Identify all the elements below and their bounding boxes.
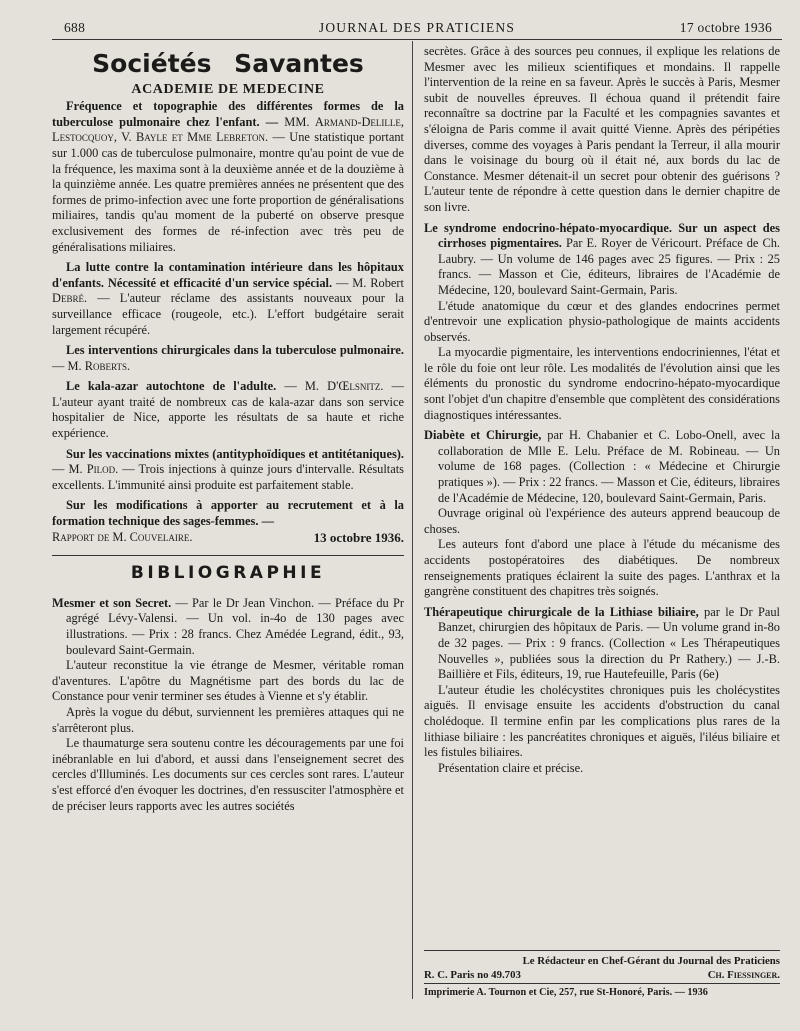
footer-top-rule	[424, 950, 780, 951]
article-author: Debré.	[52, 291, 88, 306]
article-body: — Trois injections à quinze jours d'intervalle. Résultats excellents. L'immunité ainsi produite est parfaitement stable.	[52, 462, 404, 492]
book-syndrome	[424, 221, 780, 299]
issue-date: 17 octobre 1936	[679, 20, 772, 35]
article-contamination	[52, 260, 404, 338]
book-title: Thérapeutique chirurgicale de la Lithiase biliaire,	[424, 604, 699, 619]
article-author-prefix: — M.	[284, 379, 320, 394]
article-author-prefix: — M. Robert	[335, 275, 404, 290]
running-header	[52, 18, 782, 38]
journal-title: JOURNAL DES PRATICIENS	[318, 20, 516, 35]
mesmer-continuation: secrètes. Grâce à des sources peu connues, il explique les relations de Mesmer avec les milieux scientifiques et mondains. Il rappelle l'intervention de la reine en sa faveur. Après le succès à Paris, Mesmer subit de nouvelles épreuves. Il échoua quand il prétendit faire reconnaître sa doctrine par la Faculté et les compagnies savantes et s'éloigna de Paris comme il avait quitté Vienne. Après des péripéties diverses, comme des voyages à Paris pendant la Terreur, il alla mourir dans le voisinage du bourg où il était né, aux bords du lac de Constance. Mesmer détenait-il un secret pour obtenir des guérisons ? L'auteur tente de répondre à cette question dans le dernier chapitre de son livre.	[424, 44, 780, 214]
book-paragraph: La myocardie pigmentaire, les interventions endocriniennes, l'état et le rôle du foie ont leur rôle. Les modalités de l'évolution ainsi que les éléments du pronostic du syndrome endocrino-hépato-myocardique sont l'objet d'un chapitre d'ensemble que complètent des considérations diagnostiques intéressantes.	[424, 345, 780, 422]
bibliographie-heading: BIBLIOGRAPHIE	[130, 563, 326, 584]
report-line	[52, 530, 404, 546]
article-title: La lutte contre la contamination intérieure dans les hôpitaux d'enfants. Nécessité et efficacité d'un service spécial.	[52, 260, 404, 290]
academie-heading: ACADEMIE DE MEDECINE	[131, 81, 325, 97]
article-title: Les interventions chirurgicales dans la tuberculose pulmonaire.	[66, 343, 404, 358]
book-paragraph: Ouvrage original où l'expérience des auteurs apprend beaucoup de choses.	[424, 506, 780, 536]
book-lithiase	[424, 605, 780, 683]
editor-block	[424, 954, 780, 982]
book-title: Diabète et Chirurgie,	[424, 428, 542, 443]
book-reference: — Par le Dr Jean Vinchon. — Préface du Pr agrégé Lévy-Valensi. — Un vol. in-4o de 130 pages avec illustrations. — Prix : 28 francs. Chez Amédée Legrand, édit., 93, boulevard Saint-Germain.	[66, 595, 404, 657]
book-diabete	[424, 428, 780, 506]
article-vaccinations	[52, 447, 404, 494]
article-title: Fréquence et topographie des différentes formes de la tuberculose pulmonaire chez l'enfant. —	[52, 99, 404, 129]
book-paragraph: Le thaumaturge sera soutenu contre les découragements par une foi inébranlable en lui d'abord, et aussi dans l'enseignement secret des cercles d'Illuminés. Les documents sur ces cercles sont rares. L'auteur s'est efforcé d'en évoquer les doctrines, d'en ressusciter l'atmosphère et de préciser leurs rapports avec les autres sociétés	[52, 736, 404, 813]
imprimerie-line: Imprimerie A. Tournon et Cie, 257, rue St-Honoré, Paris. — 1936	[424, 987, 708, 998]
section-title: Sociétés Savantes	[92, 49, 364, 78]
biblio-top-rule	[52, 555, 404, 556]
redacteur-line: Le Rédacteur en Chef-Gérant du Journal des Praticiens	[522, 955, 780, 967]
article-author-prefix: — M.	[52, 462, 83, 477]
article-title: Sur les modifications à apporter au recrutement et à la formation technique des sages-femmes. —	[52, 498, 404, 529]
article-title: Le kala-azar autochtone de l'adulte.	[66, 379, 277, 394]
article-author: D'Œlsnitz.	[327, 379, 384, 394]
book-paragraph: L'auteur reconstitue la vie étrange de Mesmer, véritable roman d'aventures. L'apôtre du Magnétisme part des bords du lac de Constance pour venir terminer ses études à Vienne et s'y établir.	[52, 658, 404, 704]
report-author: Rapport de M. Couvelaire.	[52, 529, 193, 544]
header-rule	[52, 39, 782, 40]
left-column	[52, 44, 404, 814]
book-mesmer	[52, 596, 404, 658]
article-body: — Une statistique portant sur 1.000 cas de tuberculose pulmonaire, montre qu'au point de vue de la fréquence, les maxima sont à la deuxième année et de la douzième à la quinzième année. Les quatre premières années ne présentent que des formes de primo-infection avec une forte proportion de généralisations miliaires, tandis qu'au moment de la puberté on observe presque exclusivement des formes de ré-infection avec très peu de généralisations miliaires.	[52, 130, 404, 254]
article-title: Sur les vaccinations mixtes (antityphoïdiques et antitétaniques).	[66, 446, 404, 461]
column-divider	[412, 41, 413, 999]
report-date: 13 octobre 1936.	[313, 529, 404, 545]
registre-commerce: R. C. Paris no 49.703	[424, 969, 521, 981]
article-author: Roberts.	[84, 358, 131, 373]
book-paragraph: L'étude anatomique du cœur et des glandes endocrines permet d'entrevoir une explication physio-pathologique de maints accidents observés.	[424, 298, 780, 344]
book-paragraph: Les auteurs font d'abord une place à l'étude du mécanisme des accidents postopératoires des diabétiques. De nombreux renseignements pratiques éclairent la suite des pages. L'anthrax et la gangrène constituent des chapitres très soignés.	[424, 537, 780, 599]
article-authors: MM. Armand-Delille, Lestocquoy, V. Bayle et Mme Lebreton.	[52, 114, 404, 145]
book-reference: par le Dr Paul Banzet, chirurgien des hôpitaux de Paris. — Un volume grand in-8o de 32 pages. — Prix : 9 francs. (Collection « Les Thérapeutiques Nouvelles », publiées sous la direction du Pr Rathery.) — J.-B. Baillière et Fils, éditeurs, 19, rue Hautefeuille, Paris (6e)	[438, 604, 780, 682]
article-body: — L'auteur réclame des assistants nouveaux pour la surveillance efficace (rougeole, etc.). L'effort budgétaire serait largement récupéré.	[52, 291, 404, 337]
book-paragraph: Présentation claire et précise.	[438, 760, 584, 775]
book-title: Le syndrome endocrino-hépato-myocardique. Sur un aspect des cirrhoses pigmentaires.	[424, 220, 780, 251]
article-sages-femmes	[52, 498, 404, 529]
page-number: 688	[64, 20, 86, 35]
book-paragraph: Après la vogue du début, surviennent les premières attaques qui ne s'arrêteront plus.	[52, 704, 404, 735]
book-title: Mesmer et son Secret.	[52, 595, 172, 610]
book-paragraph: L'auteur étudie les cholécystites chroniques puis les cholécystites aiguës. Il envisage ensuite les accidents d'obstruction du canal cholédoque. Il termine enfin par les complications plus rares de la lithiase biliaire : les pancréatites chroniques et aiguës, l'iléus biliaire et les fistules biliaires.	[424, 682, 780, 760]
gerant-name: Ch. Fiessinger.	[707, 969, 780, 981]
right-column	[424, 44, 780, 776]
article-author-prefix: — M.	[52, 358, 82, 373]
article-body: — L'auteur ayant traité de nombreux cas de kala-azar dans son service hospitalier de Nice, apporte les résultats de sa haute et riche expérience.	[52, 379, 404, 441]
footer-bottom-rule	[424, 983, 780, 984]
book-reference: Par E. Royer de Véricourt. Préface de Ch. Laubry. — Un volume de 146 pages avec 25 figures. — Prix : 25 francs. — Masson et Cie, éditeurs, libraires de l'Académie de Médecine, 120, boulevard Saint-Germain, Paris.	[438, 236, 781, 297]
article-author: Pilod.	[86, 462, 119, 477]
article-frequence	[52, 99, 404, 255]
article-interventions	[52, 343, 404, 374]
book-reference: par H. Chabanier et C. Lobo-Onell, avec la collaboration de Mlle E. Lelu. Préface de M. Robineau. — Un volume de 168 pages. (Collection : « Médecine et Chirurgie pratiques »). — Prix : 22 francs. — Masson et Cie, éditeurs, libraires de l'Académie de Médecine, 120, boulevard Saint-Germain, Paris.	[438, 428, 780, 505]
article-kala-azar	[52, 379, 404, 441]
